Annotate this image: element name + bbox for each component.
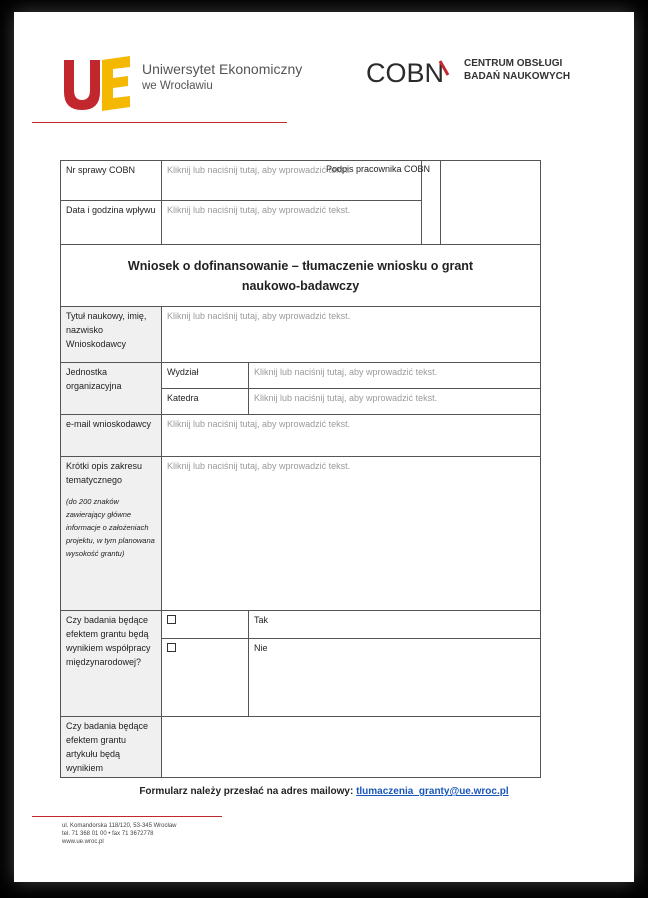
submit-instructions — [14, 786, 634, 797]
form-title: Wniosek o dofinansowanie – tłumaczenie wniosku o grant naukowo-badawczy — [61, 245, 541, 307]
case-number-field[interactable]: Kliknij lub naciśnij tutaj, aby wprowadzić tekst. — [162, 161, 422, 201]
cobn-title-line1: CENTRUM OBSŁUGI — [464, 58, 563, 69]
unit-label: Jednostka organizacyjna — [61, 363, 162, 415]
signature-field[interactable] — [441, 161, 541, 245]
header-divider — [32, 122, 287, 123]
option-no-cell[interactable] — [162, 639, 249, 717]
description-field[interactable]: Kliknij lub naciśnij tutaj, aby wprowadzić tekst. — [162, 457, 541, 611]
footer-divider — [32, 816, 222, 817]
applicant-label: Tytuł naukowy, imię, nazwisko Wnioskodawcy — [61, 307, 162, 363]
submit-email-link[interactable]: tlumaczenia_granty@ue.wroc.pl — [356, 786, 509, 797]
signature-label: Podpis pracownika COBN — [326, 164, 431, 174]
international-label: Czy badania będące efektem grantu będą wynikiem współpracy międzynarodowej? — [61, 611, 162, 717]
articles-field[interactable] — [162, 717, 541, 778]
description-note: (do 200 znaków zawierający główne informacje o założeniach projektu, w tym planowana wysokość grantu) — [66, 497, 155, 558]
address-line2: tel. 71 368 01 00 • fax 71 3672778 — [62, 831, 154, 837]
description-label: Krótki opis zakresu tematycznego — [66, 461, 143, 485]
department-label: Katedra — [162, 389, 249, 415]
university-city: we Wrocławiu — [142, 80, 213, 92]
option-yes-cell[interactable] — [162, 611, 249, 639]
cobn-title-line2: BADAŃ NAUKOWYCH — [464, 71, 571, 82]
form-table — [60, 160, 541, 778]
applicant-field[interactable]: Kliknij lub naciśnij tutaj, aby wprowadzić tekst. — [162, 307, 541, 363]
checkbox-yes-icon[interactable] — [167, 615, 176, 624]
date-field[interactable]: Kliknij lub naciśnij tutaj, aby wprowadzić tekst. — [162, 201, 422, 245]
cobn-logo — [366, 55, 458, 89]
faculty-field[interactable]: Kliknij lub naciśnij tutaj, aby wprowadzić tekst. — [249, 363, 541, 389]
articles-label: Czy badania będące efektem grantu artykułu będą wynikiem — [61, 717, 162, 778]
faculty-label: Wydział — [162, 363, 249, 389]
university-name: Uniwersytet Ekonomiczny — [142, 61, 303, 77]
document-page — [14, 12, 634, 882]
option-yes-label: Tak — [249, 611, 541, 639]
submit-text: Formularz należy przesłać na adres mailowy: — [139, 786, 357, 797]
description-label-cell — [61, 457, 162, 611]
department-field[interactable]: Kliknij lub naciśnij tutaj, aby wprowadzić tekst. — [249, 389, 541, 415]
address-line3: www.ue.wroc.pl — [62, 839, 104, 845]
checkbox-no-icon[interactable] — [167, 643, 176, 652]
cobn-wordmark-text: COBN — [366, 58, 445, 88]
date-label: Data i godzina wpływu — [61, 201, 162, 245]
application-form — [60, 160, 540, 778]
email-label: e-mail wnioskodawcy — [61, 415, 162, 457]
ue-logo-icon — [62, 54, 132, 112]
case-number-label: Nr sprawy COBN — [61, 161, 162, 201]
option-no-label: Nie — [249, 639, 541, 717]
email-field[interactable]: Kliknij lub naciśnij tutaj, aby wprowadzić tekst. — [162, 415, 541, 457]
address-line1: ul. Komandorska 118/120, 53-345 Wrocław — [62, 823, 177, 829]
